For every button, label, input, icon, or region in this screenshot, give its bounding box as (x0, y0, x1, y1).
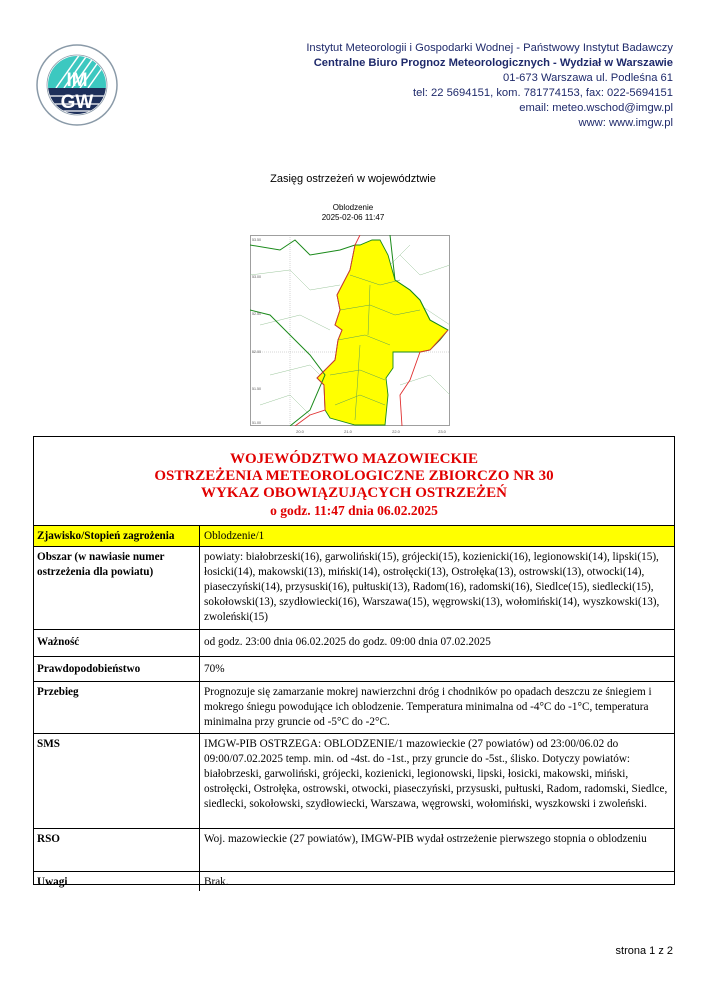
section-title: Zasięg ostrzeżeń w województwie (270, 173, 436, 185)
row-remarks (34, 872, 674, 891)
imgw-logo (36, 44, 118, 126)
row-label: Prawdopodobieństwo (34, 657, 200, 681)
email[interactable]: email: meteo.wschod@imgw.pl (519, 102, 673, 114)
address: 01-673 Warszawa ul. Podleśna 61 (503, 72, 673, 84)
svg-text:IM: IM (66, 70, 88, 91)
row-phenomenon (34, 526, 674, 547)
row-value: Prognozuje się zamarzanie mokrej nawierzchni dróg i chodników po opadach deszczu ze śniegiem i mokrego śniegu powodujące ich oblodzenie. Temperatura minimalna od -4°C do -1°C, temperatura minimalna przy gruncie od -5°C do -2°C. (204, 686, 652, 728)
row-validity (34, 630, 674, 657)
row-label: SMS (34, 734, 200, 828)
x-tick: 23.0 (438, 429, 446, 434)
y-tick: 52.00 (252, 350, 261, 354)
x-tick: 22.0 (392, 429, 400, 434)
row-value: powiaty: białobrzeski(16), garwoliński(15), grójecki(15), kozienicki(16), legionowski(14), lipski(15), łosicki(14), makowski(13), miński(14), ostrołęcki(13), Ostrołęka(13), ostrowski(13), otwocki(14), piaseczyński(14), przysuski(16), pułtuski(13), Radom(16), radomski(16), Siedlce(15), siedlecki(15), sokołowski(13), szydłowiecki(16), Warszawa(15), węgrowski(13), wołomiński(14), wyszkowski(13), zwoleński(15) (204, 551, 660, 623)
map-phenomenon: Oblodzenie (332, 203, 374, 212)
row-label: RSO (34, 829, 200, 871)
bulletin-table (33, 436, 675, 888)
x-tick: 20.0 (296, 429, 304, 434)
map-datetime: 2025-02-06 11:47 (321, 213, 385, 222)
y-tick: 53.00 (252, 275, 261, 279)
y-tick: 51.00 (252, 421, 261, 425)
row-value: IMGW-PIB OSTRZEGA: OBLODZENIE/1 mazowieckie (27 powiatów) od 23:00/06.02 do 09:00/07.02.2025 temp. min. od -4st. do -1st., przy gruncie do -5st., ślisko. Dotyczy powiatów: białobrzeski, garwoliński, grójecki, kozienicki, legionowski, lipski, łosicki, makowski, miński, ostrołęcki, Ostrołęka, ostrowski, otwocki, piaseczyński, przysuski, pułtuski, Radom, radomski, Siedlce, siedlecki, sokołowski, szydłowiecki, Warszawa, węgrowski, wołomiński, wyszkowski i zwoleński. (204, 738, 668, 810)
title-time: o godz. 11:47 dnia 06.02.2025 (270, 503, 438, 518)
row-label: Uwagi (34, 872, 200, 891)
bulletin-title (34, 437, 674, 526)
row-value: 70% (204, 663, 225, 675)
row-course (34, 682, 674, 734)
row-area (34, 547, 674, 630)
row-value: Oblodzenie/1 (204, 530, 265, 542)
row-value: Woj. mazowieckie (27 powiatów), IMGW-PIB wydał ostrzeżenie pierwszego stopnia o oblodzeniu (204, 833, 647, 845)
row-value: od godz. 23:00 dnia 06.02.2025 do godz. 09:00 dnia 07.02.2025 (204, 636, 491, 648)
row-label: Zjawisko/Stopień zagrożenia (34, 526, 200, 546)
row-sms (34, 734, 674, 829)
row-label: Obszar (w nawiasie numer ostrzeżenia dla powiatu) (34, 547, 200, 629)
x-tick: 21.0 (344, 429, 352, 434)
row-value: Brak. (204, 876, 229, 888)
office-name: Centralne Biuro Prognoz Meteorologicznych - Wydział w Warszawie (313, 57, 673, 69)
row-rso (34, 829, 674, 872)
institute-name: Instytut Meteorologii i Gospodarki Wodnej - Państwowy Instytut Badawczy (306, 42, 673, 54)
y-tick: 53.50 (252, 238, 261, 242)
title-warnings: OSTRZEŻENIA METEOROLOGICZNE ZBIORCZO NR 30 (154, 468, 554, 484)
map-x-axis (250, 427, 450, 435)
title-list: WYKAZ OBOWIĄZUJĄCYCH OSTRZEŻEŃ (201, 485, 507, 501)
y-tick: 51.50 (252, 387, 261, 391)
page-number: strona 1 z 2 (615, 945, 673, 957)
row-label: Ważność (34, 630, 200, 656)
website[interactable]: www: www.imgw.pl (578, 117, 673, 129)
map-title (0, 203, 706, 223)
title-voivodeship: WOJEWÓDZTWO MAZOWIECKIE (230, 451, 478, 467)
phone: tel: 22 5694151, kom. 781774153, fax: 022-5694151 (412, 87, 673, 99)
warning-map (250, 235, 450, 426)
row-label: Przebieg (34, 682, 200, 733)
y-tick: 52.50 (252, 312, 261, 316)
svg-text:GW: GW (60, 92, 94, 113)
institute-header (306, 41, 673, 131)
row-probability (34, 657, 674, 682)
